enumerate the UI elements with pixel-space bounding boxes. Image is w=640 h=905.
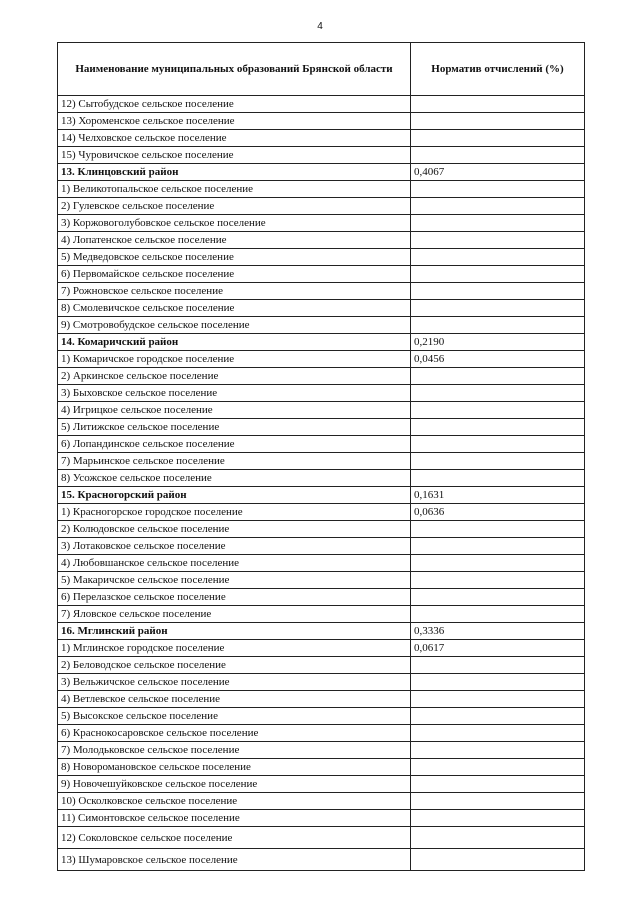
table-header-row xyxy=(58,43,585,96)
table-row xyxy=(58,453,585,470)
row-name-cell: 2) Беловодское сельское поселение xyxy=(58,657,411,674)
row-value-cell: 0,4067 xyxy=(411,164,585,181)
row-name-cell: 15. Красногорский район xyxy=(58,487,411,504)
page-number: 4 xyxy=(317,21,323,32)
table-row xyxy=(58,810,585,827)
row-name-cell: 12) Соколовское сельское поселение xyxy=(58,827,411,849)
row-value-cell xyxy=(411,521,585,538)
row-value-cell xyxy=(411,606,585,623)
table-row xyxy=(58,300,585,317)
table-row xyxy=(58,708,585,725)
row-name-cell: 3) Коржовоголубовское сельское поселение xyxy=(58,215,411,232)
row-value-cell xyxy=(411,232,585,249)
table-row xyxy=(58,849,585,871)
row-value-cell xyxy=(411,300,585,317)
table-row xyxy=(58,249,585,266)
row-value-cell xyxy=(411,849,585,871)
row-value-cell xyxy=(411,810,585,827)
row-name-cell: 5) Высокское сельское поселение xyxy=(58,708,411,725)
row-value-cell xyxy=(411,538,585,555)
row-value-cell xyxy=(411,674,585,691)
table-row xyxy=(58,113,585,130)
table-row xyxy=(58,470,585,487)
table-row xyxy=(58,674,585,691)
row-value-cell xyxy=(411,470,585,487)
row-name-cell: 5) Литижское сельское поселение xyxy=(58,419,411,436)
table-row xyxy=(58,232,585,249)
row-value-cell xyxy=(411,453,585,470)
row-name-cell: 14) Челховское сельское поселение xyxy=(58,130,411,147)
row-value-cell xyxy=(411,691,585,708)
row-name-cell: 14. Комаричский район xyxy=(58,334,411,351)
row-name-cell: 6) Первомайское сельское поселение xyxy=(58,266,411,283)
row-name-cell: 6) Перелазское сельское поселение xyxy=(58,589,411,606)
table-row xyxy=(58,181,585,198)
table-row xyxy=(58,725,585,742)
row-value-cell xyxy=(411,181,585,198)
row-value-cell: 0,0636 xyxy=(411,504,585,521)
table-row xyxy=(58,827,585,849)
table-row xyxy=(58,589,585,606)
table-row xyxy=(58,793,585,810)
district-row xyxy=(58,164,585,181)
row-name-cell: 13. Клинцовский район xyxy=(58,164,411,181)
row-value-cell xyxy=(411,436,585,453)
row-name-cell: 2) Аркинское сельское поселение xyxy=(58,368,411,385)
row-value-cell xyxy=(411,96,585,113)
header-name-column: Наименование муниципальных образований Брянской области xyxy=(58,43,411,96)
row-name-cell: 8) Смолевичское сельское поселение xyxy=(58,300,411,317)
table-row xyxy=(58,572,585,589)
row-value-cell xyxy=(411,725,585,742)
row-value-cell xyxy=(411,776,585,793)
row-value-cell xyxy=(411,147,585,164)
table-row xyxy=(58,606,585,623)
table-row xyxy=(58,504,585,521)
row-name-cell: 1) Красногорское городское поселение xyxy=(58,504,411,521)
row-name-cell: 9) Новочешуйковское сельское поселение xyxy=(58,776,411,793)
row-value-cell xyxy=(411,572,585,589)
table-row xyxy=(58,351,585,368)
row-name-cell: 4) Ветлевское сельское поселение xyxy=(58,691,411,708)
row-name-cell: 5) Медведовское сельское поселение xyxy=(58,249,411,266)
norms-table xyxy=(57,42,585,871)
row-value-cell xyxy=(411,793,585,810)
table-row xyxy=(58,130,585,147)
row-value-cell xyxy=(411,555,585,572)
row-name-cell: 4) Лопатенское сельское поселение xyxy=(58,232,411,249)
table-row xyxy=(58,368,585,385)
row-name-cell: 6) Краснокосаровское сельское поселение xyxy=(58,725,411,742)
row-name-cell: 5) Макаричское сельское поселение xyxy=(58,572,411,589)
table-row xyxy=(58,742,585,759)
row-name-cell: 7) Рожновское сельское поселение xyxy=(58,283,411,300)
row-name-cell: 9) Смотровобудское сельское поселение xyxy=(58,317,411,334)
row-value-cell: 0,2190 xyxy=(411,334,585,351)
row-value-cell xyxy=(411,759,585,776)
table-row xyxy=(58,555,585,572)
row-name-cell: 15) Чуровичское сельское поселение xyxy=(58,147,411,164)
row-value-cell xyxy=(411,385,585,402)
table-row xyxy=(58,436,585,453)
row-name-cell: 4) Любовшанское сельское поселение xyxy=(58,555,411,572)
table-row xyxy=(58,521,585,538)
row-name-cell: 6) Лопандинское сельское поселение xyxy=(58,436,411,453)
table-row xyxy=(58,538,585,555)
row-name-cell: 3) Вельжичское сельское поселение xyxy=(58,674,411,691)
row-name-cell: 13) Шумаровское сельское поселение xyxy=(58,849,411,871)
district-row xyxy=(58,487,585,504)
table-row xyxy=(58,691,585,708)
row-value-cell xyxy=(411,266,585,283)
district-row xyxy=(58,334,585,351)
row-value-cell xyxy=(411,402,585,419)
row-name-cell: 3) Быховское сельское поселение xyxy=(58,385,411,402)
table-row xyxy=(58,759,585,776)
table-row xyxy=(58,776,585,793)
row-value-cell xyxy=(411,419,585,436)
row-name-cell: 4) Игрицкое сельское поселение xyxy=(58,402,411,419)
row-value-cell: 0,0456 xyxy=(411,351,585,368)
row-value-cell xyxy=(411,198,585,215)
row-name-cell: 12) Сытобудское сельское поселение xyxy=(58,96,411,113)
table-row xyxy=(58,215,585,232)
row-name-cell: 7) Марьинское сельское поселение xyxy=(58,453,411,470)
table-row xyxy=(58,317,585,334)
row-value-cell xyxy=(411,113,585,130)
row-name-cell: 7) Молодьковское сельское поселение xyxy=(58,742,411,759)
row-name-cell: 10) Осколковское сельское поселение xyxy=(58,793,411,810)
table-row xyxy=(58,266,585,283)
row-value-cell xyxy=(411,827,585,849)
table-row xyxy=(58,283,585,300)
row-value-cell xyxy=(411,215,585,232)
row-value-cell: 0,1631 xyxy=(411,487,585,504)
table-row xyxy=(58,96,585,113)
row-name-cell: 16. Мглинский район xyxy=(58,623,411,640)
row-value-cell xyxy=(411,249,585,266)
table-row xyxy=(58,147,585,164)
row-value-cell xyxy=(411,742,585,759)
row-value-cell xyxy=(411,589,585,606)
row-value-cell xyxy=(411,317,585,334)
row-value-cell xyxy=(411,283,585,300)
row-name-cell: 7) Яловское сельское поселение xyxy=(58,606,411,623)
table-row xyxy=(58,419,585,436)
table-row xyxy=(58,385,585,402)
row-name-cell: 2) Колюдовское сельское поселение xyxy=(58,521,411,538)
table-row xyxy=(58,657,585,674)
row-name-cell: 1) Великотопальское сельское поселение xyxy=(58,181,411,198)
row-value-cell xyxy=(411,368,585,385)
district-row xyxy=(58,623,585,640)
row-value-cell: 0,3336 xyxy=(411,623,585,640)
row-name-cell: 1) Мглинское городское поселение xyxy=(58,640,411,657)
row-value-cell: 0,0617 xyxy=(411,640,585,657)
row-value-cell xyxy=(411,657,585,674)
row-name-cell: 11) Симонтовское сельское поселение xyxy=(58,810,411,827)
row-name-cell: 2) Гулевское сельское поселение xyxy=(58,198,411,215)
row-name-cell: 1) Комаричское городское поселение xyxy=(58,351,411,368)
row-name-cell: 13) Хороменское сельское поселение xyxy=(58,113,411,130)
table-row xyxy=(58,640,585,657)
table-body xyxy=(58,96,585,871)
row-name-cell: 8) Новоромановское сельское поселение xyxy=(58,759,411,776)
row-value-cell xyxy=(411,130,585,147)
row-name-cell: 3) Лотаковское сельское поселение xyxy=(58,538,411,555)
row-value-cell xyxy=(411,708,585,725)
table-row xyxy=(58,198,585,215)
table-row xyxy=(58,402,585,419)
header-value-column: Норматив отчислений (%) xyxy=(411,43,585,96)
row-name-cell: 8) Усожское сельское поселение xyxy=(58,470,411,487)
